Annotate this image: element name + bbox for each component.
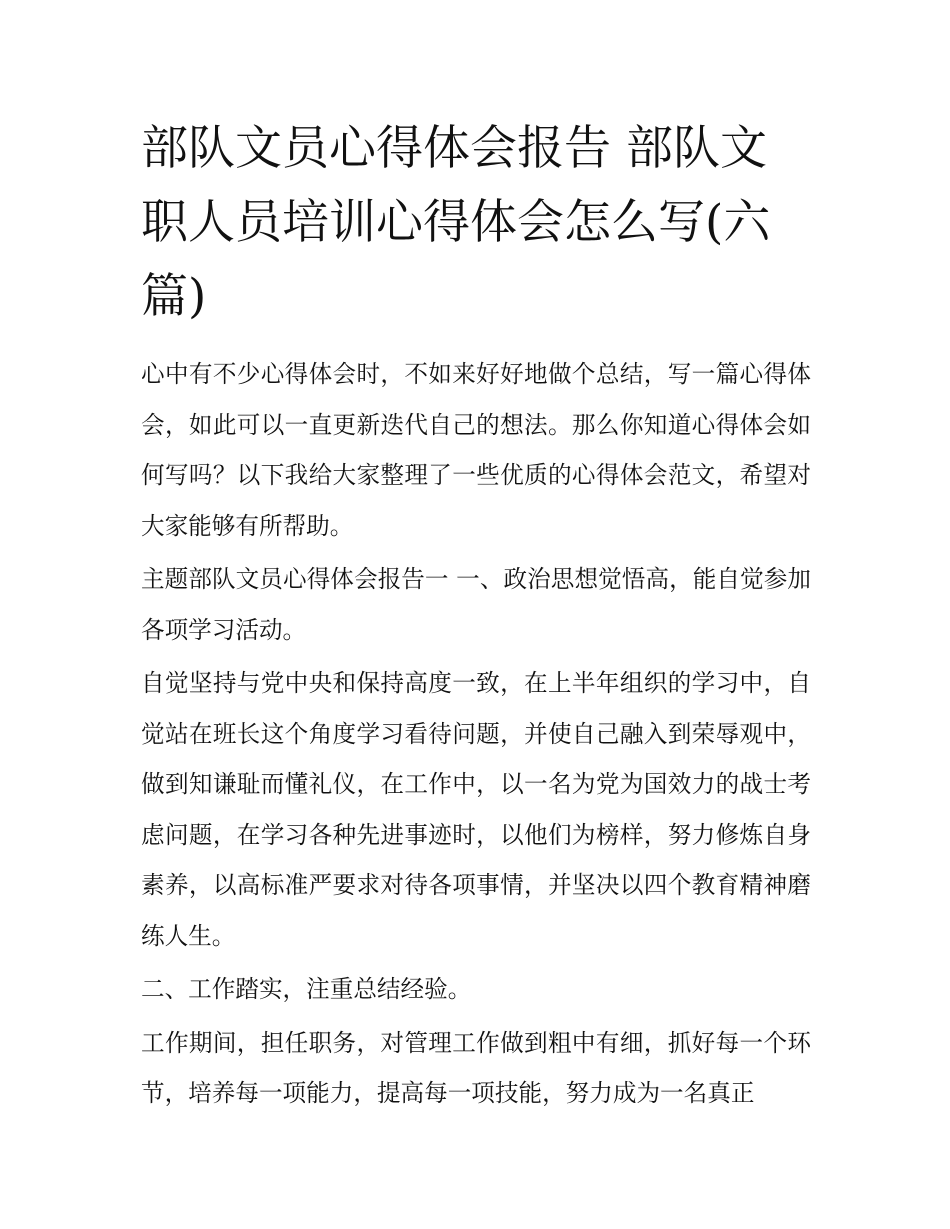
document-title: 部队文员心得体会报告 部队文职人员培训心得体会怎么写(六篇): [141, 121, 771, 324]
paragraph-section-two-heading: 二、工作踏实，注重总结经验。: [141, 975, 472, 1003]
paragraph-intro: 心中有不少心得体会时，不如来好好地做个总结，写一篇心得体会，如此可以一直更新迭代自己的想法。那么你知道心得体会如何写吗？以下我给大家整理了一些优质的心得体会范文，希望对大家能够有所帮助。: [141, 360, 811, 540]
paragraph-section-one-heading: 主题部队文员心得体会报告一 一、政治思想觉悟高，能自觉参加各项学习活动。: [141, 565, 811, 644]
paragraph-work-duties: 工作期间，担任职务，对管理工作做到粗中有细，抓好每一个环节，培养每一项能力，提高每一项技能，努力成为一名真正: [141, 1028, 811, 1107]
document-content: [141, 112, 811, 1122]
document-body: [141, 349, 811, 1119]
paragraph-political-study: 自觉坚持与党中央和保持高度一致，在上半年组织的学习中，自觉站在班长这个角度学习看待问题，并使自己融入到荣辱观中，做到知谦耻而懂礼仪，在工作中，以一名为党为国效力的战士考虑问题，在学习各种先进事迹时，以他们为榜样，努力修炼自身素养，以高标准严要求对待各项事情，并坚决以四个教育精神磨练人生。: [141, 669, 811, 950]
